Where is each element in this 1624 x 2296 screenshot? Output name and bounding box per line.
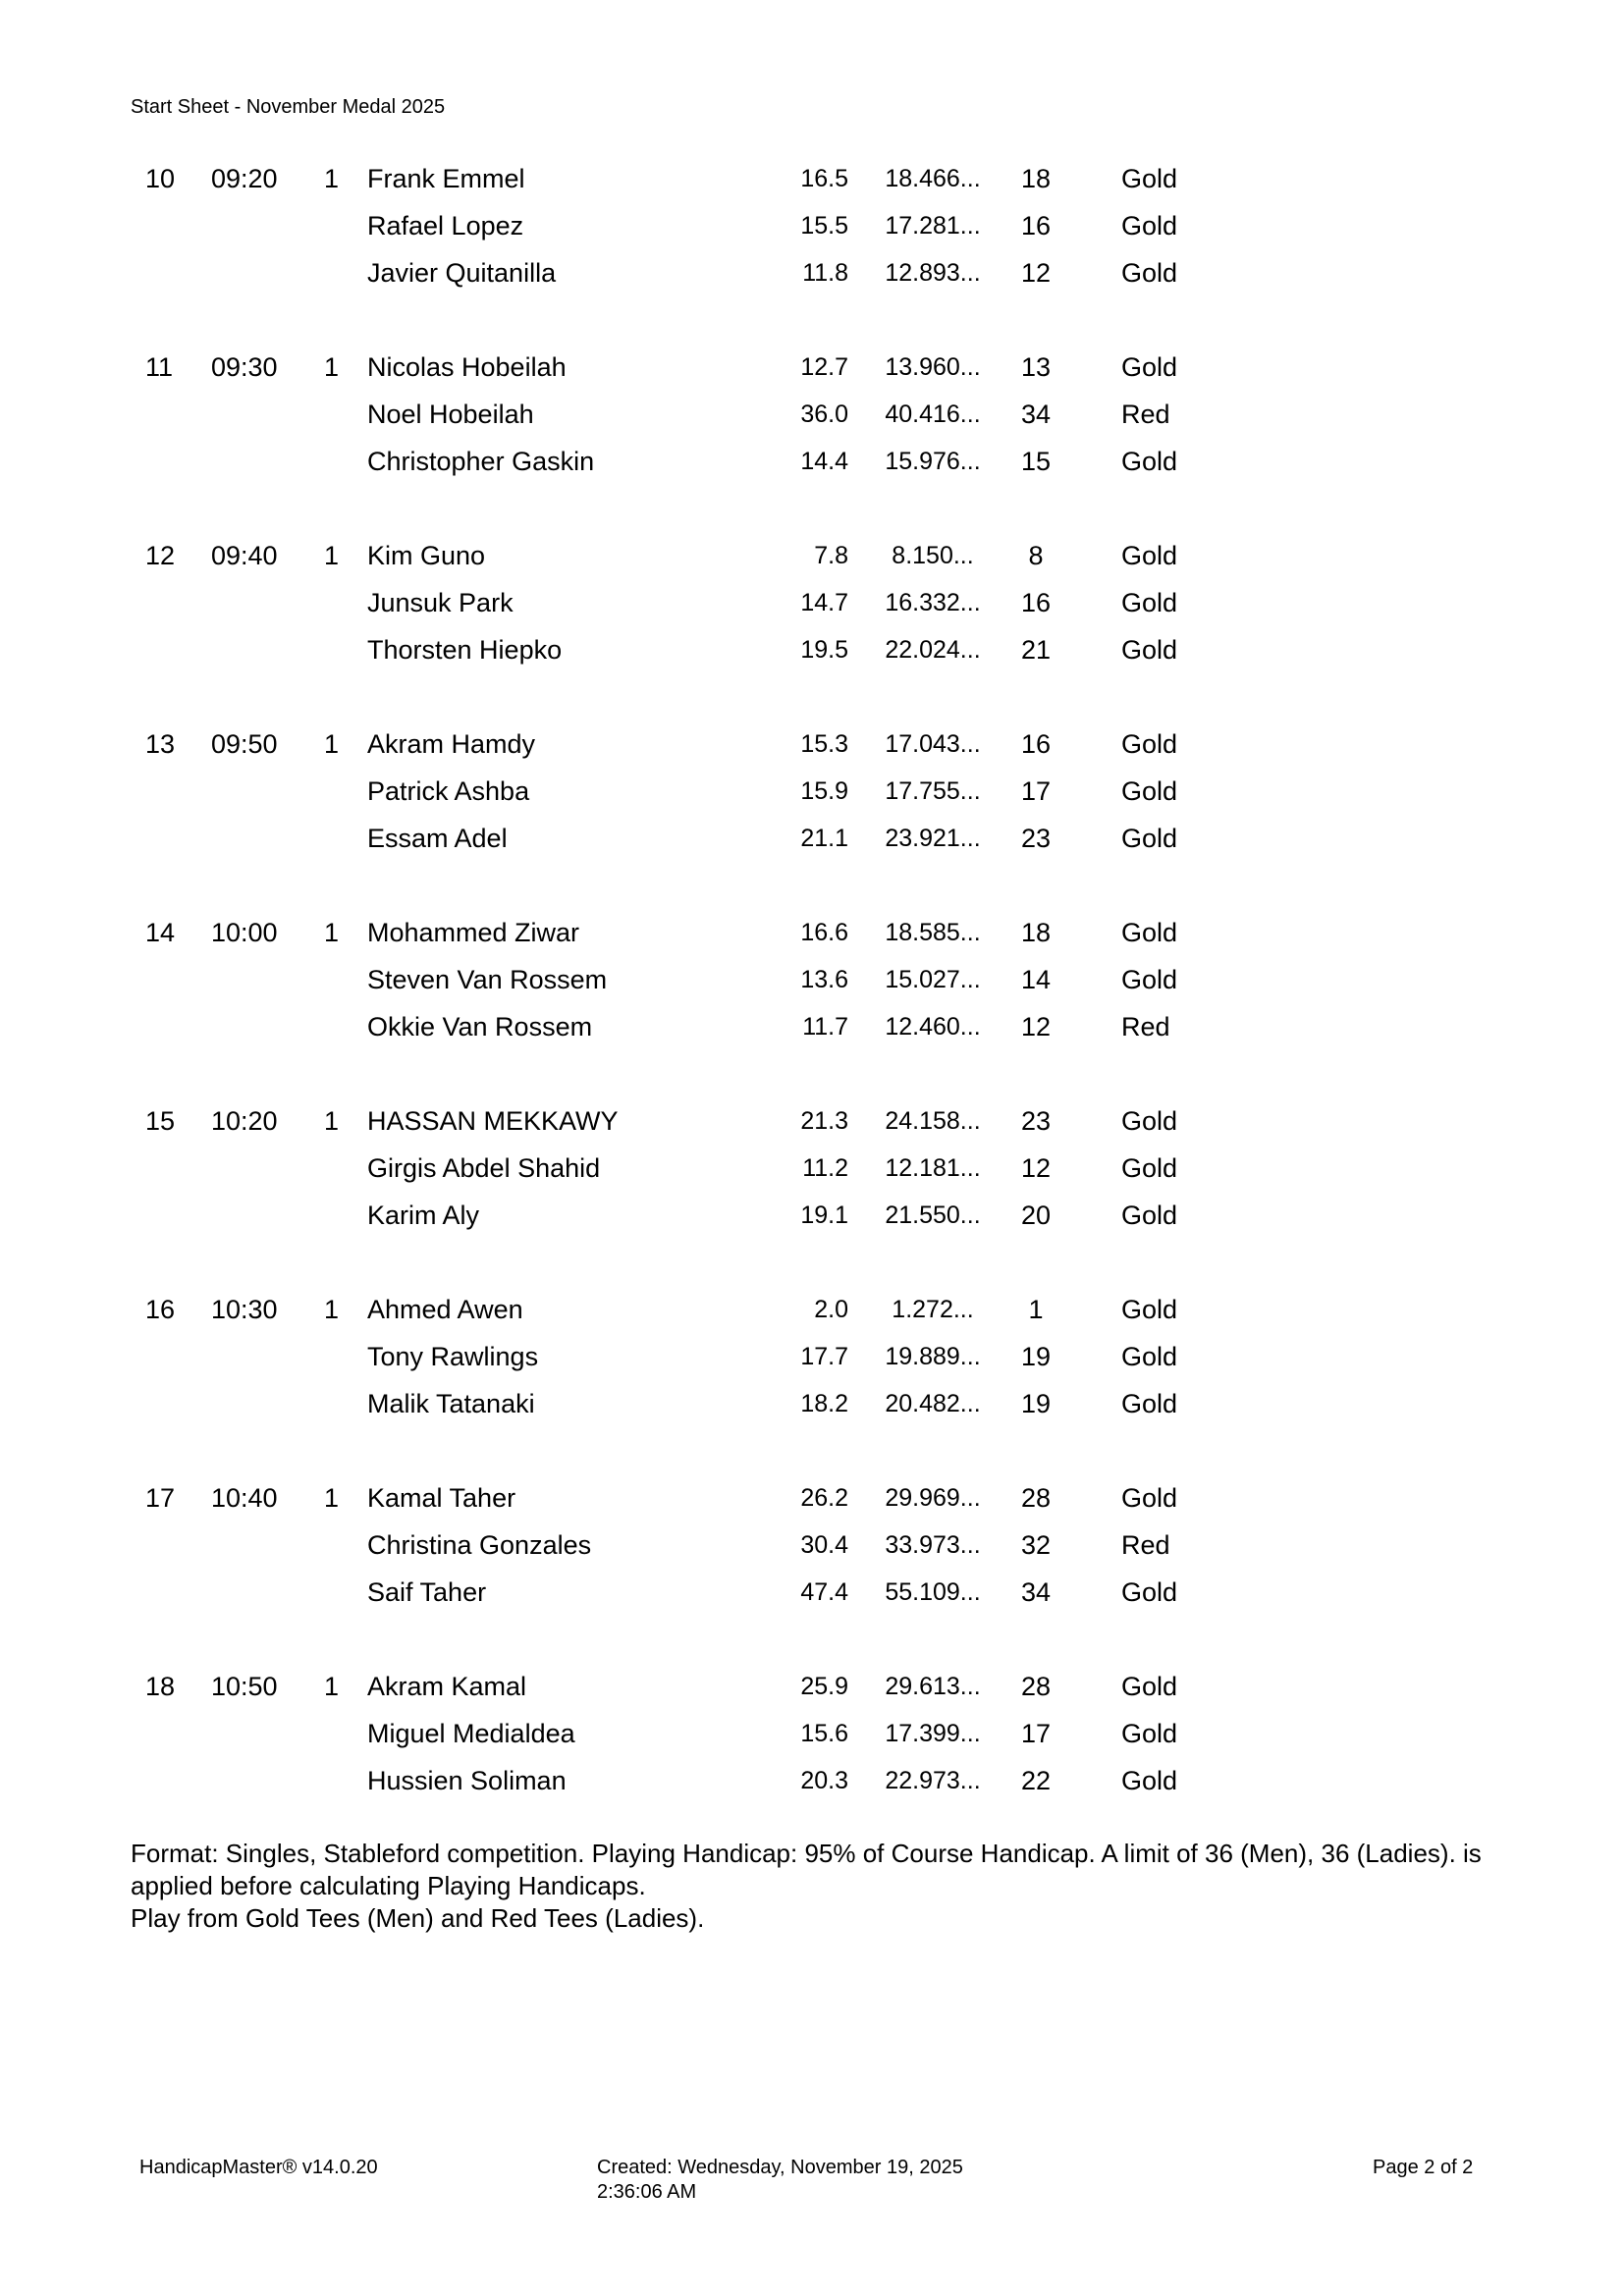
player-row <box>0 391 1624 438</box>
player-name: Patrick Ashba <box>367 776 530 806</box>
player-name: Nicolas Hobeilah <box>367 352 567 382</box>
course-handicap: 40.416... <box>885 400 981 428</box>
tee-colour: Gold <box>1121 1483 1178 1513</box>
playing-handicap: 19 <box>1020 1389 1052 1418</box>
group-number: 11 <box>145 352 174 382</box>
tee-time: 10:00 <box>211 918 278 947</box>
player-row <box>0 579 1624 626</box>
tee-colour: Gold <box>1121 918 1178 947</box>
tee-time-group <box>0 1097 1624 1239</box>
player-name: Tony Rawlings <box>367 1342 539 1371</box>
tee-colour: Gold <box>1121 729 1178 759</box>
player-name: Essam Adel <box>367 824 508 853</box>
handicap-index: 15.5 <box>800 212 848 240</box>
player-name: Ahmed Awen <box>367 1295 523 1324</box>
tee-colour: Gold <box>1121 1295 1178 1324</box>
handicap-index: 11.2 <box>802 1154 848 1182</box>
handicap-index: 47.4 <box>800 1578 848 1606</box>
player-name: HASSAN MEKKAWY <box>367 1106 619 1136</box>
format-notes <box>131 1838 1486 1935</box>
tees-description: Play from Gold Tees (Men) and Red Tees (Ladies). <box>131 1903 705 1933</box>
handicap-index: 7.8 <box>814 542 848 569</box>
player-row <box>0 1569 1624 1616</box>
playing-handicap: 28 <box>1020 1483 1052 1513</box>
tee-colour: Gold <box>1121 1672 1178 1701</box>
player-name: Junsuk Park <box>367 588 514 617</box>
playing-handicap: 34 <box>1020 400 1052 429</box>
tee-time: 10:50 <box>211 1672 278 1701</box>
tee-time: 10:30 <box>211 1295 278 1324</box>
player-name: Okkie Van Rossem <box>367 1012 593 1041</box>
player-name: Thorsten Hiepko <box>367 635 563 665</box>
course-handicap: 12.893... <box>885 259 981 287</box>
tee-colour: Gold <box>1121 1766 1178 1795</box>
tee-colour: Gold <box>1121 965 1178 994</box>
page-title: Start Sheet - November Medal 2025 <box>131 96 446 118</box>
tee-colour: Gold <box>1121 588 1178 617</box>
group-number: 12 <box>145 541 176 570</box>
player-name: Akram Hamdy <box>367 729 536 759</box>
player-name: Malik Tatanaki <box>367 1389 535 1418</box>
tee-colour: Gold <box>1121 1106 1178 1136</box>
playing-handicap: 16 <box>1020 729 1052 759</box>
tee-time-group <box>0 1286 1624 1427</box>
tee-colour: Gold <box>1121 1389 1178 1418</box>
handicap-index: 16.5 <box>800 165 848 192</box>
course-handicap: 1.272... <box>892 1296 974 1323</box>
player-name: Miguel Medialdea <box>367 1719 575 1748</box>
course-handicap: 29.969... <box>885 1484 981 1512</box>
tee-time-group <box>0 344 1624 485</box>
course-handicap: 13.960... <box>885 353 981 381</box>
playing-handicap: 16 <box>1020 211 1052 240</box>
tee-colour: Gold <box>1121 635 1178 665</box>
handicap-index: 36.0 <box>800 400 848 428</box>
starting-tee: 1 <box>324 164 340 193</box>
player-name: Kamal Taher <box>367 1483 516 1513</box>
group-number: 17 <box>145 1483 176 1513</box>
player-name: Kim Guno <box>367 541 486 570</box>
tee-time: 09:20 <box>211 164 278 193</box>
playing-handicap: 16 <box>1020 588 1052 617</box>
course-handicap: 18.585... <box>885 919 981 946</box>
handicap-index: 26.2 <box>800 1484 848 1512</box>
footer-created-time: 2:36:06 AM <box>597 2181 697 2203</box>
course-handicap: 21.550... <box>885 1201 981 1229</box>
tee-colour: Gold <box>1121 1201 1178 1230</box>
course-handicap: 19.889... <box>885 1343 981 1370</box>
tee-colour: Gold <box>1121 1719 1178 1748</box>
player-row <box>0 1097 1624 1145</box>
handicap-index: 13.6 <box>800 966 848 993</box>
player-row <box>0 532 1624 579</box>
course-handicap: 17.399... <box>885 1720 981 1747</box>
player-row <box>0 1474 1624 1522</box>
player-row <box>0 1522 1624 1569</box>
playing-handicap: 13 <box>1020 352 1052 382</box>
player-row <box>0 909 1624 956</box>
player-name: Saif Taher <box>367 1577 487 1607</box>
handicap-index: 21.3 <box>800 1107 848 1135</box>
tee-time-group <box>0 1474 1624 1616</box>
handicap-index: 11.7 <box>802 1013 848 1041</box>
starting-tee: 1 <box>324 1672 340 1701</box>
tee-colour: Red <box>1121 400 1170 429</box>
tee-colour: Gold <box>1121 1577 1178 1607</box>
handicap-index: 19.5 <box>800 636 848 664</box>
player-row <box>0 956 1624 1003</box>
tee-time-group <box>0 155 1624 296</box>
player-name: Christopher Gaskin <box>367 447 595 476</box>
tee-time-group <box>0 909 1624 1050</box>
group-number: 13 <box>145 729 176 759</box>
course-handicap: 33.973... <box>885 1531 981 1559</box>
handicap-index: 16.6 <box>800 919 848 946</box>
tee-time-group <box>0 721 1624 862</box>
player-row <box>0 768 1624 815</box>
playing-handicap: 19 <box>1020 1342 1052 1371</box>
tee-colour: Red <box>1121 1530 1170 1560</box>
handicap-index: 20.3 <box>800 1767 848 1794</box>
handicap-index: 15.6 <box>800 1720 848 1747</box>
handicap-index: 15.3 <box>800 730 848 758</box>
playing-handicap: 28 <box>1020 1672 1052 1701</box>
handicap-index: 17.7 <box>800 1343 848 1370</box>
player-row <box>0 249 1624 296</box>
playing-handicap: 22 <box>1020 1766 1052 1795</box>
player-row <box>0 202 1624 249</box>
playing-handicap: 15 <box>1020 447 1052 476</box>
starting-tee: 1 <box>324 1483 340 1513</box>
course-handicap: 12.181... <box>885 1154 981 1182</box>
tee-time-group <box>0 532 1624 673</box>
player-name: Javier Quitanilla <box>367 258 557 288</box>
tee-colour: Gold <box>1121 352 1178 382</box>
playing-handicap: 12 <box>1020 1012 1052 1041</box>
starting-tee: 1 <box>324 352 340 382</box>
course-handicap: 20.482... <box>885 1390 981 1417</box>
footer-created-date: Created: Wednesday, November 19, 2025 <box>597 2157 963 2178</box>
starting-tee: 1 <box>324 1295 340 1324</box>
group-number: 14 <box>145 918 176 947</box>
player-row <box>0 155 1624 202</box>
tee-colour: Gold <box>1121 776 1178 806</box>
player-row <box>0 1145 1624 1192</box>
player-name: Noel Hobeilah <box>367 400 534 429</box>
player-row <box>0 1192 1624 1239</box>
player-row <box>0 1663 1624 1710</box>
player-row <box>0 1757 1624 1804</box>
tee-time: 10:20 <box>211 1106 278 1136</box>
handicap-index: 30.4 <box>800 1531 848 1559</box>
playing-handicap: 1 <box>1028 1295 1044 1324</box>
player-row <box>0 1286 1624 1333</box>
tee-time: 09:40 <box>211 541 278 570</box>
player-row <box>0 1380 1624 1427</box>
player-name: Christina Gonzales <box>367 1530 592 1560</box>
handicap-index: 14.4 <box>800 448 848 475</box>
playing-handicap: 32 <box>1020 1530 1052 1560</box>
course-handicap: 17.281... <box>885 212 981 240</box>
starting-tee: 1 <box>324 1106 340 1136</box>
player-name: Hussien Soliman <box>367 1766 567 1795</box>
player-name: Karim Aly <box>367 1201 480 1230</box>
tee-time: 10:40 <box>211 1483 278 1513</box>
handicap-index: 25.9 <box>800 1673 848 1700</box>
tee-colour: Gold <box>1121 258 1178 288</box>
handicap-index: 2.0 <box>814 1296 848 1323</box>
player-row <box>0 1710 1624 1757</box>
player-name: Frank Emmel <box>367 164 525 193</box>
handicap-index: 14.7 <box>800 589 848 616</box>
handicap-index: 21.1 <box>800 825 848 852</box>
playing-handicap: 18 <box>1020 918 1052 947</box>
player-row <box>0 344 1624 391</box>
playing-handicap: 23 <box>1020 824 1052 853</box>
group-number: 15 <box>145 1106 176 1136</box>
handicap-index: 19.1 <box>800 1201 848 1229</box>
playing-handicap: 17 <box>1020 1719 1052 1748</box>
course-handicap: 15.976... <box>885 448 981 475</box>
starting-tee: 1 <box>324 918 340 947</box>
playing-handicap: 20 <box>1020 1201 1052 1230</box>
group-number: 18 <box>145 1672 176 1701</box>
handicap-index: 15.9 <box>800 777 848 805</box>
group-number: 16 <box>145 1295 176 1324</box>
playing-handicap: 34 <box>1020 1577 1052 1607</box>
course-handicap: 17.043... <box>885 730 981 758</box>
footer-created <box>597 2156 963 2205</box>
course-handicap: 29.613... <box>885 1673 981 1700</box>
player-row <box>0 626 1624 673</box>
tee-time-group <box>0 1663 1624 1804</box>
tee-colour: Gold <box>1121 541 1178 570</box>
player-name: Steven Van Rossem <box>367 965 608 994</box>
player-name: Mohammed Ziwar <box>367 918 580 947</box>
playing-handicap: 14 <box>1020 965 1052 994</box>
group-number: 10 <box>145 164 176 193</box>
handicap-index: 18.2 <box>800 1390 848 1417</box>
player-name: Rafael Lopez <box>367 211 524 240</box>
course-handicap: 22.973... <box>885 1767 981 1794</box>
handicap-index: 11.8 <box>802 259 848 287</box>
footer-software: HandicapMaster® v14.0.20 <box>139 2157 378 2178</box>
playing-handicap: 23 <box>1020 1106 1052 1136</box>
course-handicap: 12.460... <box>885 1013 981 1041</box>
playing-handicap: 18 <box>1020 164 1052 193</box>
course-handicap: 15.027... <box>885 966 981 993</box>
format-description: Format: Singles, Stableford competition. Playing Handicap: 95% of Course Handicap. A limit of 36 (Men), 36 (Ladies). is applied before calculating Playing Handicaps. <box>131 1839 1482 1900</box>
footer-page-number: Page 2 of 2 <box>1373 2157 1474 2178</box>
starting-tee: 1 <box>324 541 340 570</box>
course-handicap: 8.150... <box>892 542 974 569</box>
tee-colour: Gold <box>1121 164 1178 193</box>
course-handicap: 24.158... <box>885 1107 981 1135</box>
tee-time: 09:50 <box>211 729 278 759</box>
course-handicap: 23.921... <box>885 825 981 852</box>
tee-colour: Gold <box>1121 824 1178 853</box>
player-row <box>0 438 1624 485</box>
playing-handicap: 21 <box>1020 635 1052 665</box>
playing-handicap: 12 <box>1020 258 1052 288</box>
tee-colour: Red <box>1121 1012 1170 1041</box>
course-handicap: 17.755... <box>885 777 981 805</box>
course-handicap: 16.332... <box>885 589 981 616</box>
tee-colour: Gold <box>1121 1153 1178 1183</box>
tee-colour: Gold <box>1121 1342 1178 1371</box>
course-handicap: 55.109... <box>885 1578 981 1606</box>
tee-colour: Gold <box>1121 211 1178 240</box>
handicap-index: 12.7 <box>800 353 848 381</box>
playing-handicap: 8 <box>1028 541 1044 570</box>
playing-handicap: 17 <box>1020 776 1052 806</box>
starting-tee: 1 <box>324 729 340 759</box>
player-row <box>0 815 1624 862</box>
course-handicap: 18.466... <box>885 165 981 192</box>
player-name: Girgis Abdel Shahid <box>367 1153 601 1183</box>
player-row <box>0 721 1624 768</box>
player-row <box>0 1333 1624 1380</box>
course-handicap: 22.024... <box>885 636 981 664</box>
player-name: Akram Kamal <box>367 1672 527 1701</box>
tee-colour: Gold <box>1121 447 1178 476</box>
tee-time: 09:30 <box>211 352 278 382</box>
playing-handicap: 12 <box>1020 1153 1052 1183</box>
player-row <box>0 1003 1624 1050</box>
